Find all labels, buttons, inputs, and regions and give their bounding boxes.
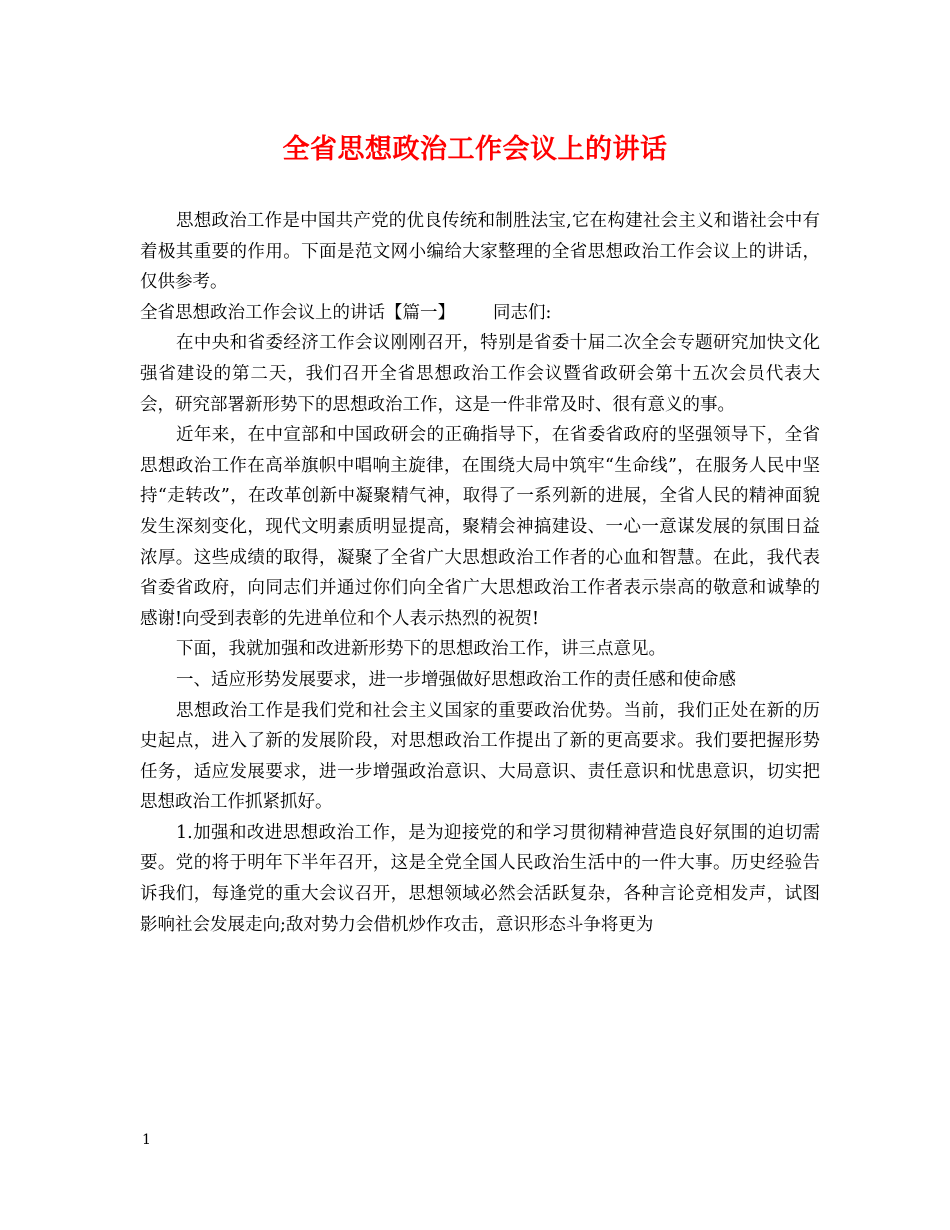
section-heading-line (140, 298, 820, 329)
body-paragraph-3: 下面，我就加强和改进新形势下的思想政治工作，讲三点意见。 (176, 639, 666, 660)
document-body (140, 206, 820, 940)
salutation: 同志们: (493, 302, 552, 323)
body-paragraph-2: 近年来，在中宣部和中国政研会的正确指导下，在省委省政府的坚强领导下，全省思想政治工作在高举旗帜中唱响主旋律，在围绕大局中筑牢“生命线”，在服务人民中坚持“走转改”，在改革创新中凝聚精气神，取得了一系列新的进展，全省人民的精神面貌发生深刻变化，现代文明素质明显提高，聚精会神搞建设、一心一意谋发展的氛围日益浓厚。这些成绩的取得，凝聚了全省广大思想政治工作者的心血和智慧。在此，我代表省委省政府，向同志们并通过你们向全省广大思想政治工作者表示崇高的敬意和诚挚的感谢!向受到表彰的先进单位和个人表示热烈的祝贺! (140, 425, 820, 629)
intro-paragraph: 思想政治工作是中国共产党的优良传统和制胜法宝,它在构建社会主义和谐社会中有着极其重要的作用。下面是范文网小编给大家整理的全省思想政治工作会议上的讲话，仅供参考。 (140, 211, 820, 293)
body-paragraph-5: 1.加强和改进思想政治工作，是为迎接党的和学习贯彻精神营造良好氛围的迫切需要。党的将于明年下半年召开，这是全党全国人民政治生活中的一件大事。历史经验告诉我们，每逢党的重大会议召开，思想领域必然会活跃复杂，各种言论竞相发声，试图影响社会发展走向;敌对势力会借机炒作攻击，意识形态斗争将更为 (140, 822, 820, 935)
body-paragraph-4: 思想政治工作是我们党和社会主义国家的重要政治优势。当前，我们正处在新的历史起点，进入了新的发展阶段，对思想政治工作提出了新的更高要求。我们要把握形势任务，适应发展要求，进一步增强政治意识、大局意识、责任意识和忧患意识，切实把思想政治工作抓紧抓好。 (140, 700, 820, 813)
body-paragraph-1: 在中央和省委经济工作会议刚刚召开，特别是省委十届二次全会专题研究加快文化强省建设的第二天，我们召开全省思想政治工作会议暨省政研会第十五次会员代表大会，研究部署新形势下的思想政治工作，这是一件非常及时、很有意义的事。 (140, 333, 820, 415)
section-one-heading: 一、适应形势发展要求，进一步增强做好思想政治工作的责任感和使命感 (176, 669, 736, 690)
document-title: 全省思想政治工作会议上的讲话 (282, 134, 668, 165)
page-number: 1 (142, 1132, 151, 1148)
section-heading: 全省思想政治工作会议上的讲话【篇一】 (140, 302, 455, 323)
